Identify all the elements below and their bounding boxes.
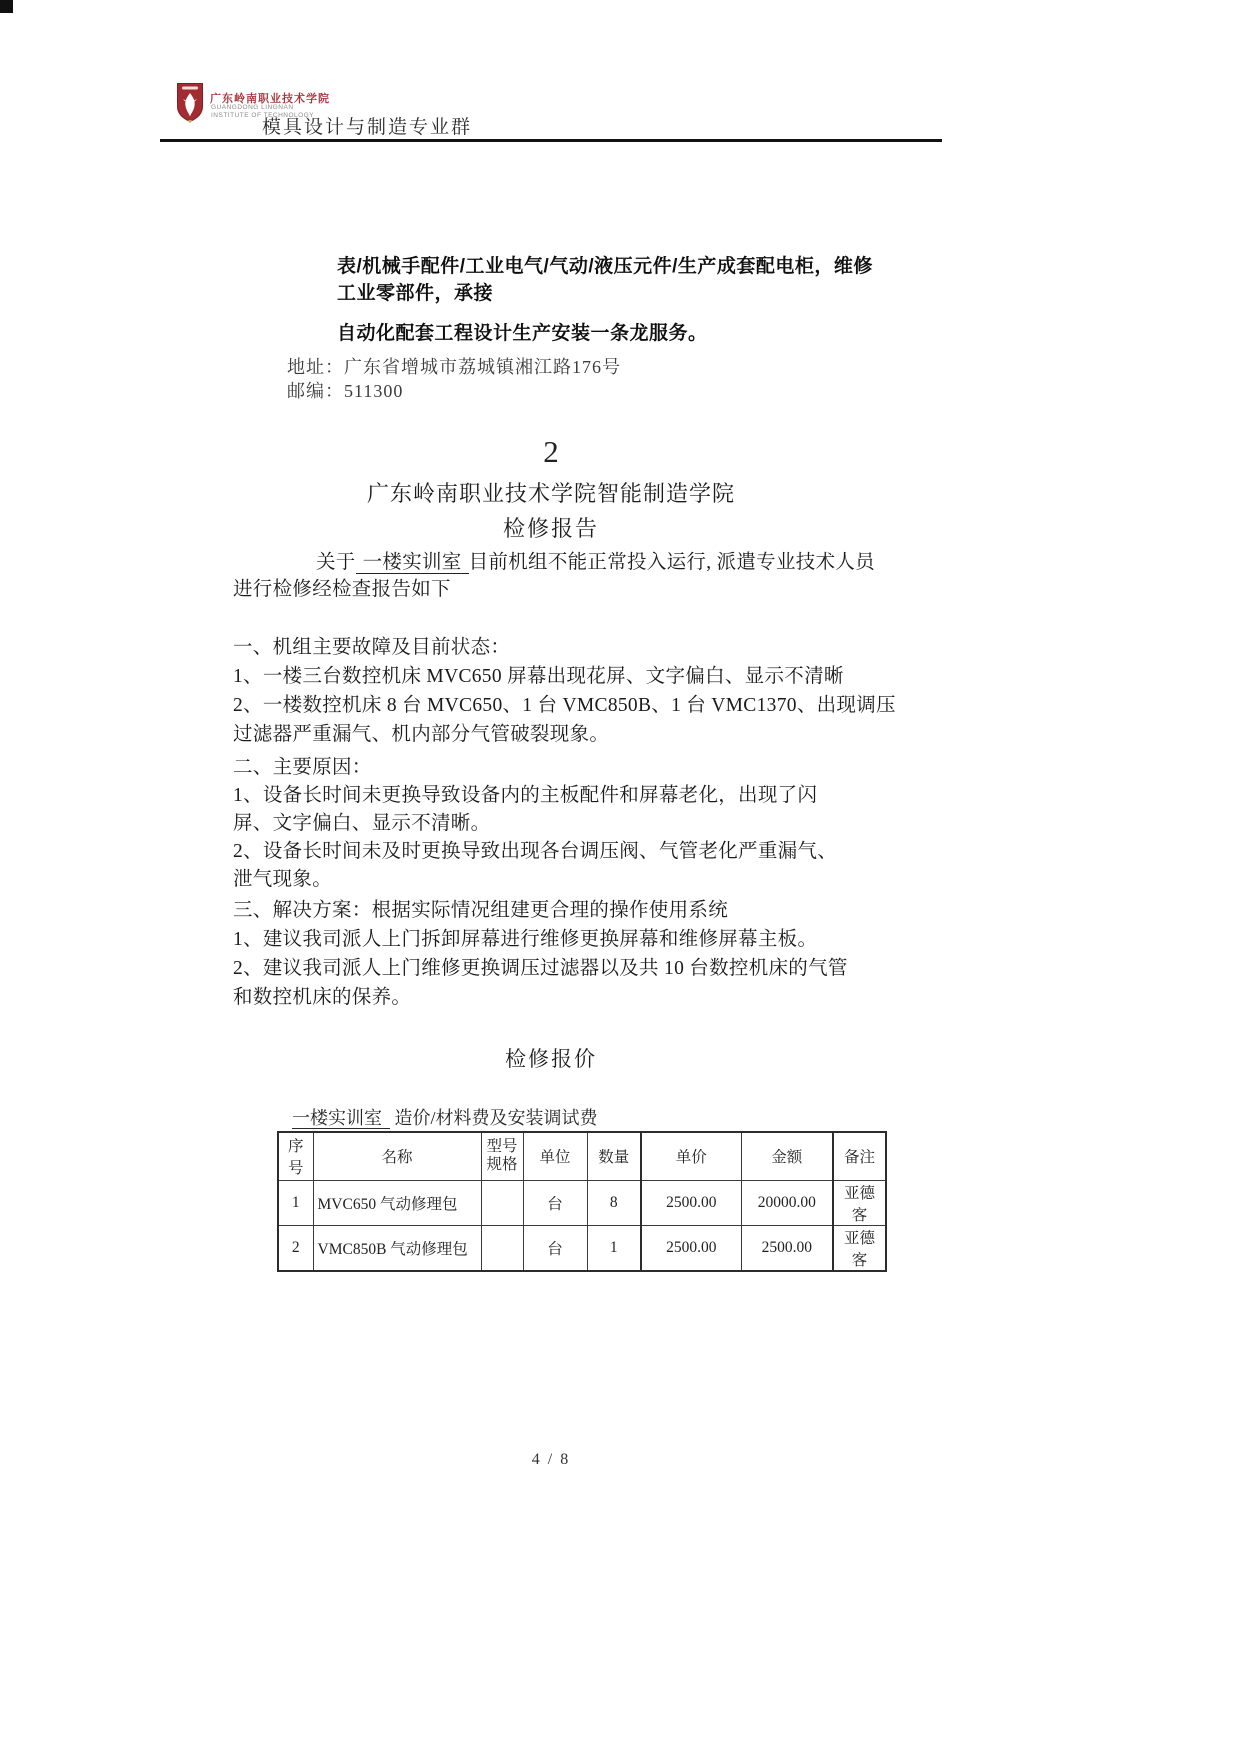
zip-line: 邮编：511300: [287, 381, 404, 401]
cell-qty: 1: [587, 1225, 641, 1271]
col-header-index: 序号: [278, 1132, 313, 1180]
cell-model: [481, 1225, 523, 1271]
opening-prefix: 关于: [316, 552, 356, 573]
section1-item2: 2、一楼数控机床 8 台 MVC650、1 台 VMC850B、1 台 VMC1370、出现调压: [233, 695, 896, 716]
col-header-remark: 备注: [833, 1132, 886, 1180]
cell-name: MVC650 气动修理包: [313, 1180, 481, 1225]
report-opening: [233, 549, 889, 603]
section2-item1: 1、设备长时间未更换导致设备内的主板配件和屏幕老化，出现了闪: [233, 785, 818, 806]
cell-name: VMC850B 气动修理包: [313, 1225, 481, 1271]
quote-table-container: [277, 1131, 887, 1272]
address-line: 地址：广东省增城市荔城镇湘江路176号: [287, 357, 621, 377]
institute-name-en-line1: GUANGDONG LINGNAN: [211, 104, 294, 111]
section3-item2-cont: 和数控机床的保养。: [233, 987, 412, 1008]
opening-suffix: 目前机组不能正常投入运行, 派遣专业技术人员进行检修经检查报告如下: [233, 552, 875, 600]
quote-caption-rest: 造价/材料费及安装调试费: [394, 1108, 598, 1128]
section2-item2-cont: 泄气现象。: [233, 869, 333, 890]
cell-unit-price: 2500.00: [641, 1180, 741, 1225]
col-header-name: 名称: [313, 1132, 481, 1180]
section3-item2: 2、建议我司派人上门维修更换调压过滤器以及共 10 台数控机床的气管: [233, 958, 848, 979]
cell-unit-price: 2500.00: [641, 1225, 741, 1271]
section2-heading: 二、主要原因：: [233, 757, 372, 778]
col-header-model: 型号规格: [481, 1132, 523, 1180]
cell-remark: 亚德客: [833, 1180, 886, 1225]
table-header-row: [278, 1132, 886, 1180]
section2-item1-cont: 屏、文字偏白、显示不清晰。: [233, 813, 491, 834]
scan-corner-artifact: [0, 0, 13, 13]
institute-name-en-line2: INSTITUTE OF TECHNOLOGY: [211, 112, 315, 119]
cell-model: [481, 1180, 523, 1225]
report-title: 广东岭南职业技术学院智能制造学院: [366, 481, 735, 506]
institute-name-cn: 广东岭南职业技术学院: [210, 93, 330, 105]
section1-heading: 一、机组主要故障及目前状态：: [233, 637, 511, 658]
cell-unit: 台: [523, 1180, 587, 1225]
opening-underlined-room: 一楼实训室: [356, 552, 469, 574]
shield-icon: [176, 82, 204, 124]
header-rule: [160, 139, 942, 142]
intro-bold-paragraph: 表/机械手配件/工业电气/气动/液压元件/生产成套配电柜，维修工业零部件，承接: [337, 256, 873, 304]
col-header-amount: 金额: [741, 1132, 833, 1180]
intro-bold-line3: 自动化配套工程设计生产安装一条龙服务。: [337, 323, 708, 344]
section3-item1: 1、建议我司派人上门拆卸屏幕进行维修更换屏幕和维修屏幕主板。: [233, 929, 818, 950]
cell-amount: 2500.00: [741, 1225, 833, 1271]
col-header-unit: 单位: [523, 1132, 587, 1180]
cell-qty: 8: [587, 1180, 641, 1225]
section-number: 2: [543, 434, 559, 469]
cell-amount: 20000.00: [741, 1180, 833, 1225]
table-row: [278, 1225, 886, 1271]
header-subtitle: 模具设计与制造专业群: [262, 117, 473, 138]
section2-item2: 2、设备长时间未及时更换导致出现各台调压阀、气管老化严重漏气、: [233, 841, 838, 862]
col-header-qty: 数量: [587, 1132, 641, 1180]
cell-index: 1: [278, 1180, 313, 1225]
institute-logo-icon: [176, 82, 204, 124]
quote-table: [277, 1131, 887, 1272]
quote-caption-underlined: 一楼实训室: [292, 1108, 390, 1129]
quote-heading: 检修报价: [505, 1047, 597, 1071]
page-number: 4 / 8: [531, 1451, 571, 1468]
section1-item1: 1、一楼三台数控机床 MVC650 屏幕出现花屏、文字偏白、显示不清晰: [233, 666, 844, 687]
table-row: [278, 1180, 886, 1225]
quote-caption: [292, 1104, 598, 1130]
cell-remark: 亚德客: [833, 1225, 886, 1271]
section-solutions: [233, 896, 893, 1012]
report-subtitle: 检修报告: [502, 516, 599, 541]
section-causes: [233, 754, 893, 894]
col-header-unit-price: 单价: [641, 1132, 741, 1180]
section3-heading: 三、解决方案：根据实际情况组建更合理的操作使用系统: [233, 900, 729, 921]
section-faults: [233, 633, 896, 749]
section1-item2-cont: 过滤器严重漏气、机内部分气管破裂现象。: [233, 724, 610, 745]
cell-index: 2: [278, 1225, 313, 1271]
cell-unit: 台: [523, 1225, 587, 1271]
